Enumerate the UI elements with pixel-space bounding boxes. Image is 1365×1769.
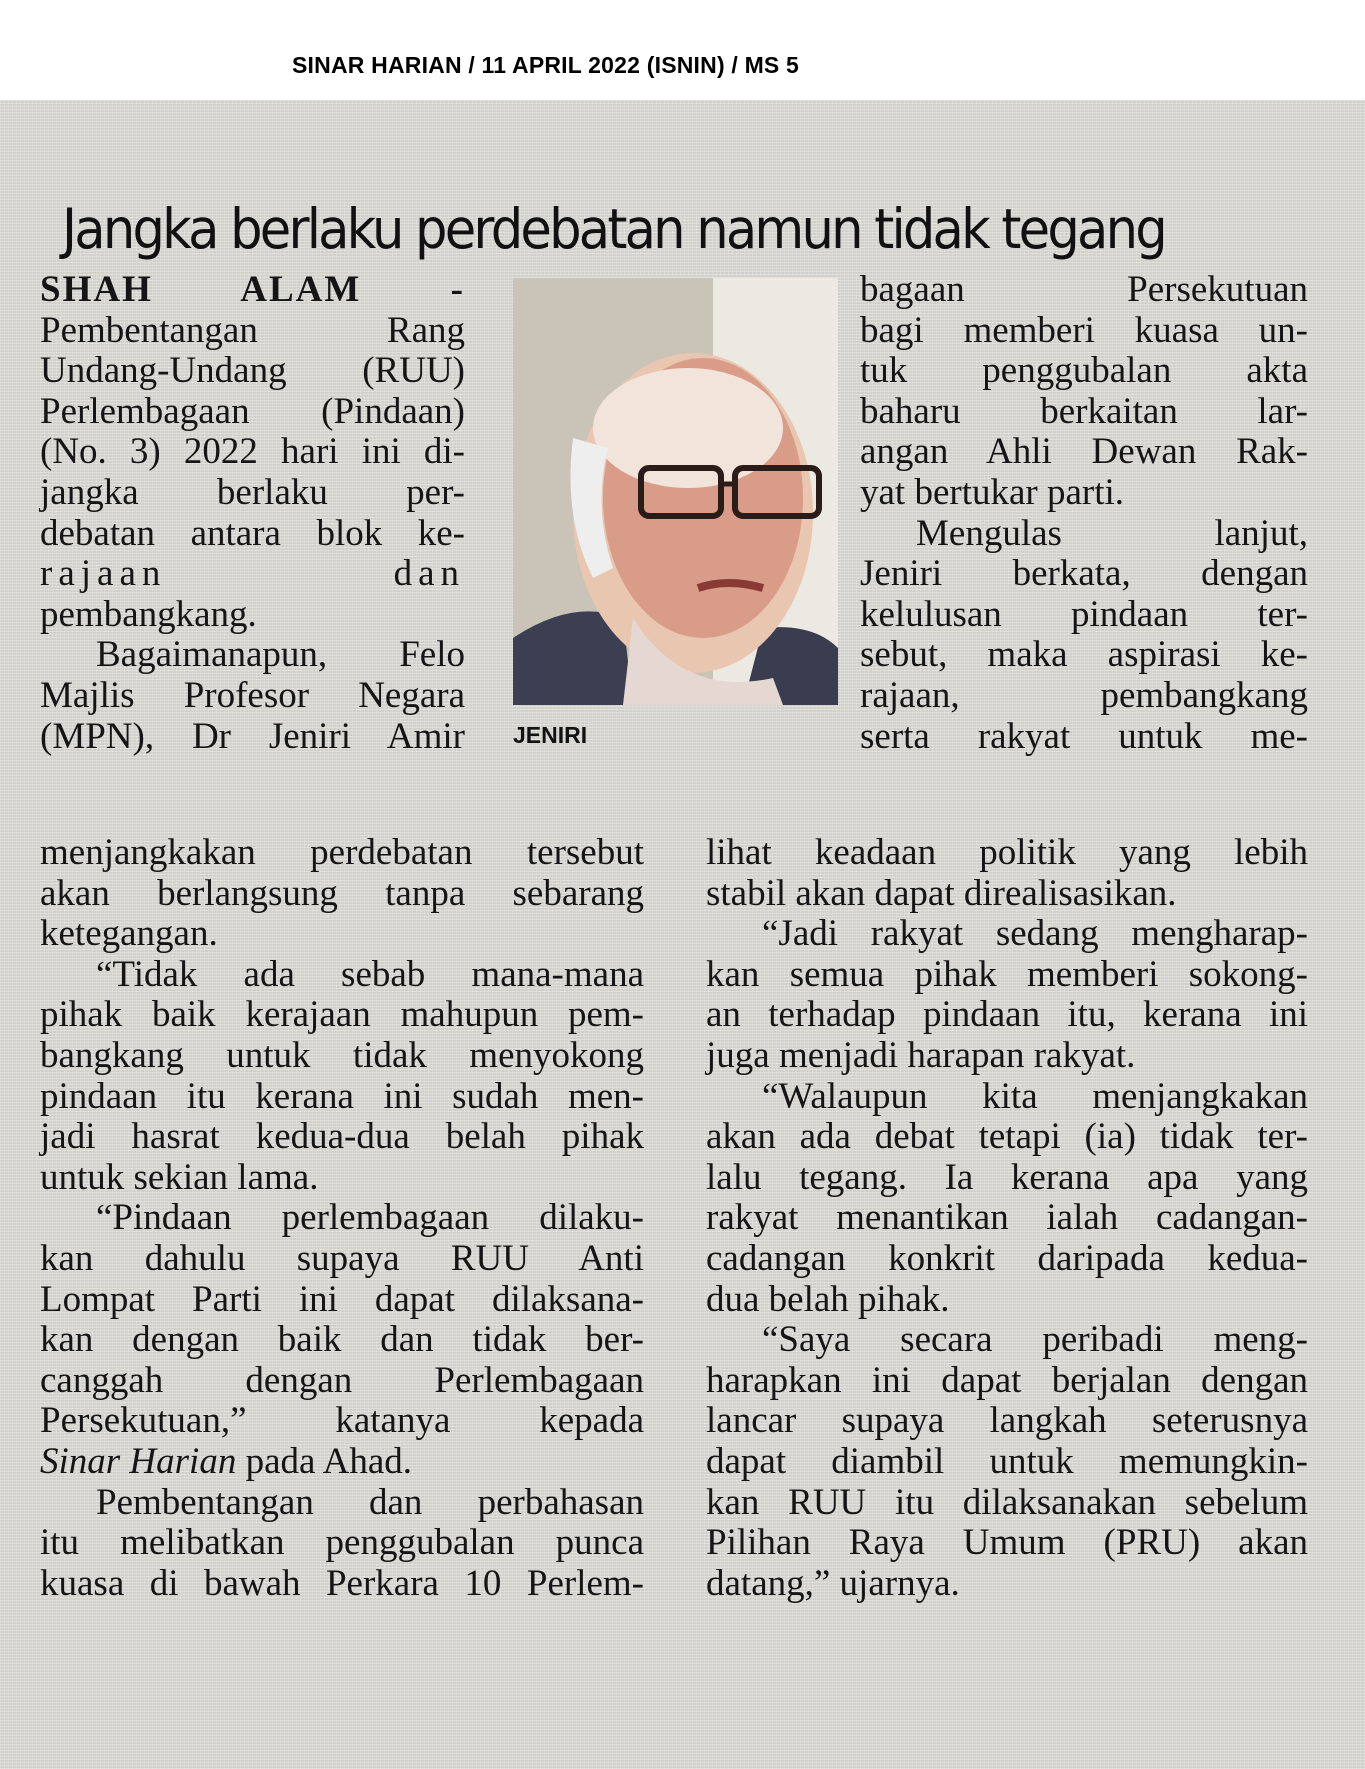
text-line: yat bertukar parti. [860, 471, 1125, 513]
text-line: itu melibatkan penggubalan punca [40, 1522, 644, 1564]
text-line: rajaan dan [40, 553, 465, 595]
text-line: kelulusan pindaan ter- [860, 593, 1308, 635]
text-line: kuasa di bawah Perkara 10 Perlem- [40, 1562, 644, 1604]
publication-source-line: SINAR HARIAN / 11 APRIL 2022 (ISNIN) / MS 5 [292, 52, 800, 78]
text-line: Bagaimanapun, Felo [96, 634, 465, 676]
text-line: (No. 3) 2022 hari ini di- [40, 431, 465, 473]
text-line [40, 1442, 644, 1483]
article-column-right-top [860, 270, 1308, 757]
text-line: (MPN), Dr Jeniri Amir [40, 715, 465, 757]
text-line: datang,” ujarnya. [706, 1562, 960, 1604]
text-line: bagi memberi kuasa un- [860, 309, 1308, 351]
text-line: kan semua pihak memberi sokong- [706, 953, 1308, 995]
text-line: harapkan ini dapat berjalan dengan [706, 1359, 1308, 1401]
text-line: Pembentangan Rang [40, 309, 465, 351]
text-line: lancar supaya langkah seterusnya [706, 1400, 1308, 1442]
text-line: Undang-Undang (RUU) [40, 350, 465, 392]
text-line: jangka berlaku per- [40, 471, 465, 513]
text-line: untuk sekian lama. [40, 1156, 319, 1198]
text-line: debatan antara blok ke- [40, 512, 465, 554]
text-line: Majlis Profesor Negara [40, 674, 465, 716]
text-line: angan Ahli Dewan Rak- [860, 431, 1308, 473]
text-line: Pembentangan dan perbahasan [96, 1481, 644, 1523]
text-line: tuk penggubalan akta [860, 350, 1308, 392]
text-line: Persekutuan,” katanya kepada [40, 1400, 644, 1442]
photo-caption: JENIRI [513, 722, 588, 748]
text-line: dapat diambil untuk memungkin- [706, 1440, 1308, 1482]
text-line: serta rakyat untuk me- [860, 715, 1308, 757]
text-line: “Tidak ada sebab mana-mana [96, 953, 644, 995]
text-line: pihak baik kerajaan mahupun pem- [40, 994, 644, 1036]
text-line: canggah dengan Perlembagaan [40, 1359, 644, 1401]
text-line: Lompat Parti ini dapat dilaksana- [40, 1278, 644, 1320]
text-line: Jeniri berkata, dengan [860, 553, 1308, 595]
text-line: sebut, maka aspirasi ke- [860, 634, 1308, 676]
text-line: “Saya secara peribadi meng- [762, 1319, 1308, 1361]
portrait-illustration [513, 278, 838, 705]
text-line: kan RUU itu dilaksanakan sebelum [706, 1481, 1308, 1523]
dateline: SHAH ALAM - [40, 269, 465, 310]
text-line: ketegangan. [40, 913, 218, 955]
article-headline: Jangka berlaku perdebatan namun tidak tegang [62, 196, 1165, 261]
article-column-right-bottom [706, 833, 1308, 1604]
publication-name: Sinar Harian [40, 1440, 237, 1482]
text-line: cadangan konkrit daripada kedua- [706, 1237, 1308, 1279]
text-line: juga menjadi harapan rakyat. [706, 1034, 1136, 1076]
text-line: lihat keadaan politik yang lebih [706, 832, 1308, 873]
text-line: stabil akan dapat direalisasikan. [706, 872, 1177, 914]
text-line: lalu tegang. Ia kerana apa yang [706, 1156, 1308, 1198]
text-line: Mengulas lanjut, [916, 512, 1308, 554]
text-line: “Walaupun kita menjangkakan [762, 1075, 1308, 1117]
text-line: menjangkakan perdebatan tersebut [40, 832, 644, 873]
text-line: akan berlangsung tanpa sebarang [40, 872, 644, 914]
text-fragment: pada Ahad. [236, 1440, 413, 1482]
article-column-left-bottom [40, 833, 644, 1604]
text-line: kan dahulu supaya RUU Anti [40, 1237, 644, 1279]
text-line: kan dengan baik dan tidak ber- [40, 1319, 644, 1361]
text-line: an terhadap pindaan itu, kerana ini [706, 994, 1308, 1036]
text-line: rajaan, pembangkang [860, 674, 1308, 716]
text-line: bagaan Persekutuan [860, 269, 1308, 310]
newspaper-clipping [0, 100, 1365, 1769]
text-line: bangkang untuk tidak menyokong [40, 1034, 644, 1076]
text-line: “Jadi rakyat sedang mengharap- [762, 913, 1308, 955]
text-line: pindaan itu kerana ini sudah men- [40, 1075, 644, 1117]
text-line: baharu berkaitan lar- [860, 390, 1308, 432]
text-line: dua belah pihak. [706, 1278, 950, 1320]
text-line: akan ada debat tetapi (ia) tidak ter- [706, 1116, 1308, 1158]
portrait-photo [513, 278, 838, 705]
text-line: rakyat menantikan ialah cadangan- [706, 1197, 1308, 1239]
text-line: Pilihan Raya Umum (PRU) akan [706, 1522, 1308, 1564]
text-line: Perlembagaan (Pindaan) [40, 390, 465, 432]
text-line: “Pindaan perlembagaan dilaku- [96, 1197, 644, 1239]
text-line: pembangkang. [40, 593, 257, 635]
article-column-left-top [40, 270, 465, 757]
text-line: jadi hasrat kedua-dua belah pihak [40, 1116, 644, 1158]
